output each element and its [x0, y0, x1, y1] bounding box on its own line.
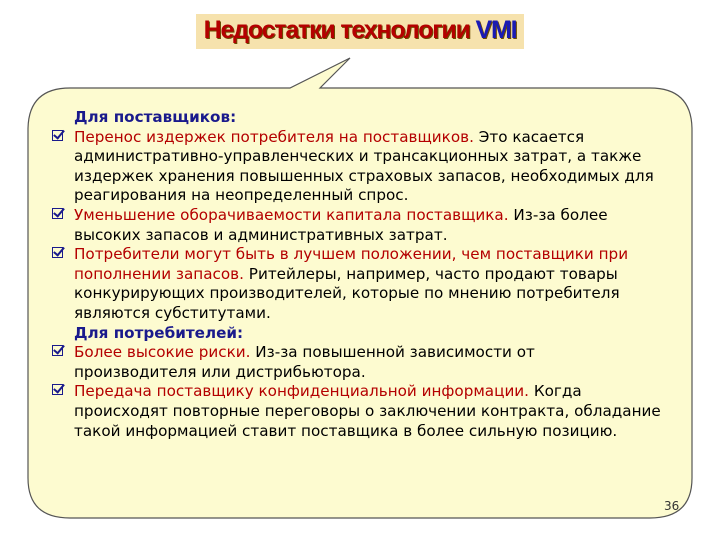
item-highlight: Перенос издержек потребителя на поставщиков. [74, 127, 474, 146]
title-accent: VMI [475, 16, 517, 44]
checkbox-icon [52, 130, 63, 141]
item-text: Когда происходят повторные переговоры о заключении контракта, обладание такой информацией ставит поставщика в более сильную позицию. [74, 382, 661, 440]
item-text: Это касается административно-управленческих и трансакционных затрат, а также издержек хранения повышенных страховых запасов, необходимых для реагирования на неопределенный спрос. [74, 127, 654, 205]
list-item [52, 245, 662, 323]
slide-title [196, 14, 525, 49]
checkbox-icon [52, 247, 63, 258]
item-highlight: Передача поставщику конфиденциальной информации. [74, 382, 530, 401]
title-main: Недостатки технологии [203, 16, 476, 44]
checkbox-icon [52, 384, 63, 395]
list-item [52, 206, 662, 245]
item-highlight: Более высокие риски. [74, 343, 251, 362]
list-item [52, 128, 662, 206]
checkbox-icon [52, 345, 63, 356]
list-item [52, 343, 662, 382]
item-highlight: Уменьшение оборачиваемости капитала поставщика. [74, 205, 509, 224]
suppliers-heading: Для поставщиков: [74, 108, 237, 126]
page-number: 36 [664, 499, 680, 513]
item-text: Ритейлеры, например, часто продают товары конкурирующих производителей, которые по мнению потребителя являются субститутами. [74, 264, 620, 322]
item-text: Из-за более высоких запасов и административных затрат. [74, 205, 608, 244]
list-item [52, 382, 662, 441]
consumers-heading: Для потребителей: [74, 323, 244, 342]
checkbox-icon [52, 208, 63, 219]
item-highlight: Потребители могут быть в лучшем положении, чем поставщики при пополнении запасов. [74, 245, 629, 283]
item-text: Из-за повышенной зависимости от производителя или дистрибьютора. [74, 343, 535, 381]
slide-content [52, 108, 662, 441]
